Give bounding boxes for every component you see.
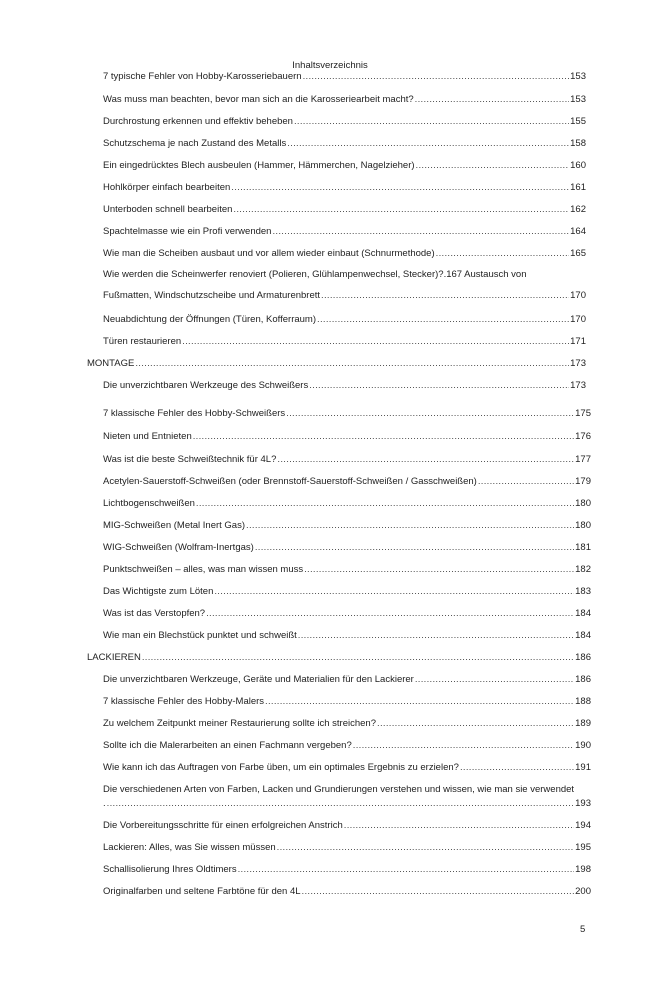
toc-entry-title: Was ist die beste Schweißtechnik für 4L? — [103, 454, 277, 465]
toc-chapter-page: 173 — [570, 358, 586, 369]
toc-entry-page: 186 — [575, 674, 591, 685]
toc-entry[interactable] — [103, 247, 586, 261]
toc-entry-page: 170 — [570, 290, 586, 301]
toc-entry-title: Wie man die Scheiben ausbaut und vor allem wieder einbaut (Schnurmethode) — [103, 248, 435, 259]
toc-entry[interactable] — [103, 673, 591, 687]
toc-entry-title: Schallisolierung Ihres Oldtimers — [103, 864, 237, 875]
toc-dot-leader — [238, 863, 575, 877]
toc-dot-leader — [353, 739, 574, 753]
toc-entry[interactable] — [103, 629, 591, 643]
toc-entry-title: Lackieren: Alles, was Sie wissen müssen — [103, 842, 276, 853]
toc-dot-leader — [206, 607, 574, 621]
toc-entry[interactable] — [103, 863, 591, 877]
toc-entry[interactable] — [103, 607, 591, 621]
toc-entry-page: 190 — [575, 740, 591, 751]
toc-entry[interactable] — [103, 497, 591, 511]
toc-entry[interactable] — [103, 313, 586, 327]
toc-chapter-title: LACKIEREN — [87, 652, 141, 663]
toc-dot-leader — [294, 115, 569, 129]
toc-dot-leader — [415, 93, 569, 107]
toc-entry-page: 164 — [570, 226, 586, 237]
toc-entry-title: Was ist das Verstopfen? — [103, 608, 206, 619]
toc-entry-wrapped[interactable]: Wie werden die Scheinwerfer renoviert (Polieren, Glühlampenwechsel, Stecker)?.167 Austausch von — [103, 269, 527, 280]
toc-dot-leader — [298, 629, 574, 643]
toc-entry[interactable] — [103, 430, 591, 444]
toc-entry-title: Durchrostung erkennen und effektiv beheben — [103, 116, 293, 127]
toc-dot-leader — [377, 717, 574, 731]
toc-entry[interactable] — [103, 819, 591, 833]
toc-entry-title: 7 typische Fehler von Hobby-Karosseriebauern — [103, 71, 302, 82]
toc-entry-page: 191 — [575, 762, 591, 773]
toc-dot-leader — [344, 819, 574, 833]
toc-dot-leader — [286, 407, 574, 421]
toc-entry-page: 189 — [575, 718, 591, 729]
toc-dot-leader — [193, 430, 574, 444]
toc-dot-leader — [107, 797, 575, 811]
toc-entry-title: Schutzschema je nach Zustand des Metalls — [103, 138, 287, 149]
toc-dot-leader — [317, 313, 569, 327]
toc-entry-title: Lichtbogenschweißen — [103, 498, 195, 509]
toc-dot-leader — [265, 695, 574, 709]
toc-dot-leader — [277, 841, 574, 855]
toc-entry-page: 183 — [575, 586, 591, 597]
toc-dot-leader — [233, 203, 569, 217]
toc-entry-page: 160 — [570, 160, 586, 171]
toc-entry-page: 195 — [575, 842, 591, 853]
toc-entry[interactable] — [103, 841, 591, 855]
toc-entry[interactable] — [103, 541, 591, 555]
toc-entry-page: 175 — [575, 408, 591, 419]
toc-dot-leader — [272, 225, 569, 239]
toc-entry-title: Punktschweißen – alles, was man wissen muss — [103, 564, 304, 575]
toc-dot-leader — [302, 885, 575, 899]
toc-entry[interactable] — [103, 761, 591, 775]
toc-dot-leader — [460, 761, 574, 775]
toc-entry-title: Ein eingedrücktes Blech ausbeulen (Hammer, Hämmerchen, Nagelzieher) — [103, 160, 415, 171]
toc-entry[interactable] — [103, 181, 586, 195]
toc-entry-title: Hohlkörper einfach bearbeiten — [103, 182, 231, 193]
toc-entry[interactable] — [103, 453, 591, 467]
toc-entry-title: Das Wichtigste zum Löten — [103, 586, 214, 597]
toc-entry-title: Wie man ein Blechstück punktet und schweißt — [103, 630, 297, 641]
toc-entry-title: Unterboden schnell bearbeiten — [103, 204, 233, 215]
toc-entry[interactable] — [103, 335, 586, 349]
toc-dot-leader — [287, 137, 569, 151]
toc-entry-title: . — [103, 798, 106, 809]
toc-entry[interactable] — [103, 407, 591, 421]
toc-dot-leader — [135, 357, 569, 371]
toc-dot-leader — [478, 475, 574, 489]
toc-entry-page: 162 — [570, 204, 586, 215]
toc-entry[interactable] — [103, 519, 591, 533]
toc-dot-leader — [196, 497, 574, 511]
toc-entry-page: 182 — [575, 564, 591, 575]
toc-entry-page: 181 — [575, 542, 591, 553]
toc-chapter-page: 186 — [575, 652, 591, 663]
toc-entry-page: 173 — [570, 380, 586, 391]
toc-dot-leader — [246, 519, 574, 533]
toc-entry[interactable] — [103, 717, 591, 731]
toc-entry-page: 184 — [575, 630, 591, 641]
toc-entry[interactable] — [103, 225, 586, 239]
toc-entry-title: 7 klassische Fehler des Hobby-Schweißers — [103, 408, 286, 419]
toc-dot-leader — [303, 70, 570, 84]
toc-entry[interactable] — [103, 379, 586, 393]
toc-entry-page: 170 — [570, 314, 586, 325]
toc-entry-page: 155 — [570, 116, 586, 127]
toc-entry[interactable] — [103, 70, 586, 84]
toc-entry-title: Die unverzichtbaren Werkzeuge, Geräte und Materialien für den Lackierer — [103, 674, 414, 685]
toc-dot-leader — [214, 585, 574, 599]
toc-entry-title: Die unverzichtbaren Werkzeuge des Schweißers — [103, 380, 309, 391]
toc-entry-title: Acetylen-Sauerstoff-Schweißen (oder Brennstoff-Sauerstoff-Schweißen / Gasschweißen) — [103, 476, 477, 487]
toc-entry-page: 165 — [570, 248, 586, 259]
toc-entry[interactable] — [103, 115, 586, 129]
toc-entry-page: 171 — [570, 336, 586, 347]
page-number: 5 — [580, 924, 586, 935]
toc-entry-title: Fußmatten, Windschutzscheibe und Armaturenbrett — [103, 290, 321, 301]
toc-dot-leader — [436, 247, 570, 261]
toc-heading: Inhaltsverzeichnis — [292, 60, 368, 71]
toc-entry-page: 180 — [575, 520, 591, 531]
toc-entry-title: WIG-Schweißen (Wolfram-Inertgas) — [103, 542, 254, 553]
toc-entry-page: 188 — [575, 696, 591, 707]
toc-entry[interactable] — [103, 797, 591, 811]
toc-dot-leader — [304, 563, 574, 577]
toc-dot-leader — [321, 289, 569, 303]
toc-entry[interactable] — [103, 563, 591, 577]
toc-entry-page: 176 — [575, 431, 591, 442]
toc-chapter-title: MONTAGE — [87, 358, 135, 369]
toc-chapter[interactable] — [87, 651, 591, 665]
toc-entry-title: Was muss man beachten, bevor man sich an die Karosseriearbeit macht? — [103, 94, 414, 105]
toc-entry[interactable] — [103, 203, 586, 217]
toc-entry-title: Türen restaurieren — [103, 336, 182, 347]
toc-entry-title: Zu welchem Zeitpunkt meiner Restaurierung sollte ich streichen? — [103, 718, 376, 729]
toc-dot-leader — [277, 453, 574, 467]
toc-dot-leader — [231, 181, 569, 195]
toc-chapter[interactable] — [87, 357, 586, 371]
toc-dot-leader — [182, 335, 569, 349]
toc-dot-leader — [416, 159, 570, 173]
toc-entry-wrapped[interactable]: Die verschiedenen Arten von Farben, Lacken und Grundierungen verstehen und wissen, wie man sie verwendet — [103, 784, 575, 795]
toc-entry-title: Sollte ich die Malerarbeiten an einen Fachmann vergeben? — [103, 740, 352, 751]
toc-entry-title: Neuabdichtung der Öffnungen (Türen, Kofferraum) — [103, 314, 316, 325]
toc-dot-leader — [415, 673, 574, 687]
toc-entry[interactable] — [103, 159, 586, 173]
toc-entry-title: Wie kann ich das Auftragen von Farbe üben, um ein optimales Ergebnis zu erzielen? — [103, 762, 459, 773]
toc-entry-page: 153 — [570, 71, 586, 82]
toc-entry[interactable] — [103, 695, 591, 709]
toc-entry[interactable] — [103, 739, 591, 753]
toc-entry-page: 153 — [570, 94, 586, 105]
toc-dot-leader — [255, 541, 574, 555]
toc-entry[interactable] — [103, 475, 591, 489]
toc-entry-title: Spachtelmasse wie ein Profi verwenden — [103, 226, 272, 237]
toc-dot-leader — [142, 651, 574, 665]
toc-entry-page: 193 — [575, 798, 591, 809]
toc-entry-page: 200 — [575, 886, 591, 897]
toc-entry-page: 184 — [575, 608, 591, 619]
toc-entry-page: 177 — [575, 454, 591, 465]
toc-dot-leader — [309, 379, 569, 393]
toc-entry[interactable] — [103, 585, 591, 599]
toc-entry-title: Die Vorbereitungsschritte für einen erfolgreichen Anstrich — [103, 820, 343, 831]
toc-entry-page: 158 — [570, 138, 586, 149]
toc-entry-title: Nieten und Entnieten — [103, 431, 192, 442]
toc-entry[interactable] — [103, 885, 591, 899]
toc-entry-page: 198 — [575, 864, 591, 875]
toc-entry[interactable] — [103, 93, 586, 107]
toc-entry-title: MIG-Schweißen (Metal Inert Gas) — [103, 520, 246, 531]
toc-entry-page: 179 — [575, 476, 591, 487]
toc-entry-page: 194 — [575, 820, 591, 831]
toc-entry-title: Originalfarben und seltene Farbtöne für den 4L — [103, 886, 301, 897]
toc-entry-page: 161 — [570, 182, 586, 193]
toc-entry-page: 180 — [575, 498, 591, 509]
toc-entry[interactable] — [103, 137, 586, 151]
toc-entry-title: 7 klassische Fehler des Hobby-Malers — [103, 696, 265, 707]
toc-entry[interactable] — [103, 289, 586, 303]
